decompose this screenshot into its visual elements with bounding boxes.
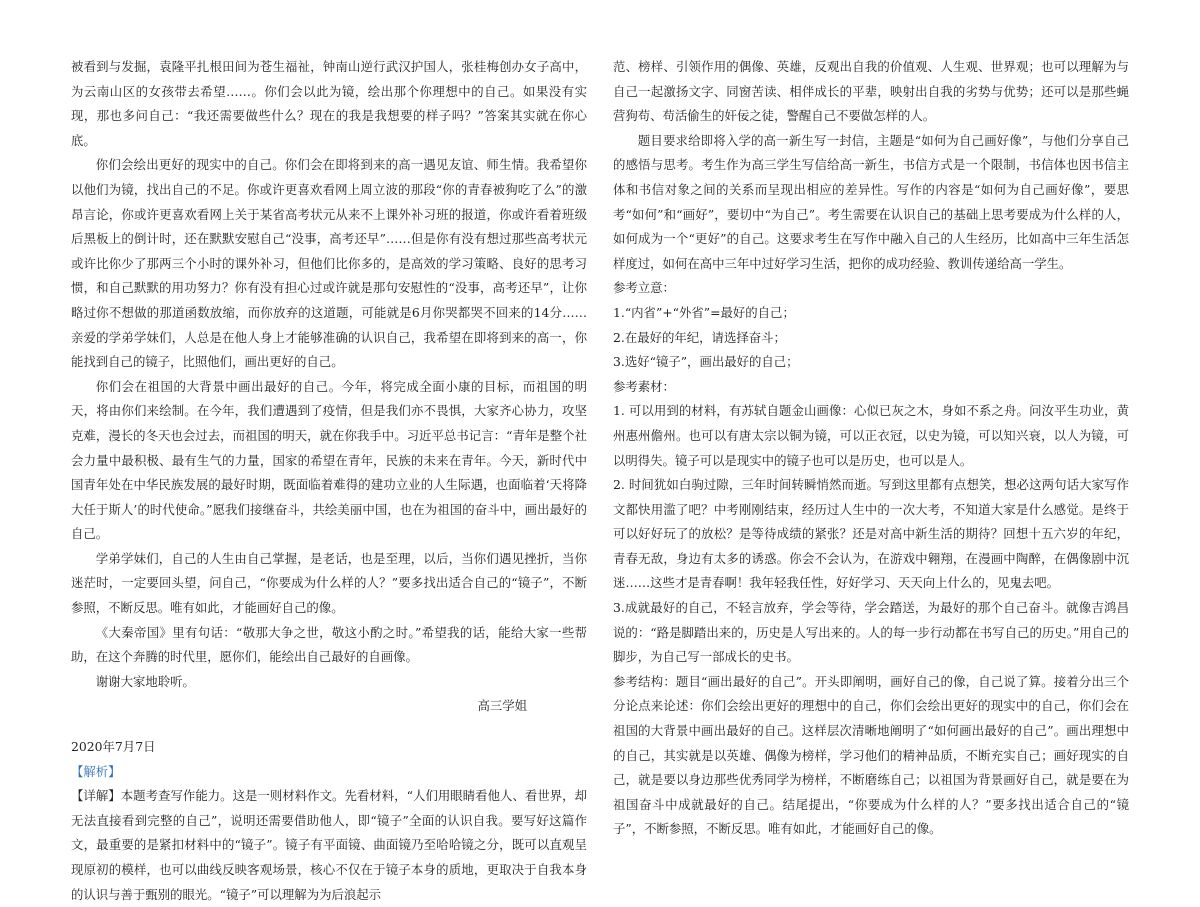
reference-materials-title: 参考素材： — [613, 378, 675, 394]
detail-paragraph — [71, 784, 587, 907]
material-2: 2. 时间犹如白驹过隙，三年时间转瞬悄然而逝。写到这里都有点想笑，想必这两句话大家写作文都快用滥了吧？中考刚刚结束，经历过人生中的一次大考，不知道大家是什么感觉。是终于可以好好玩了的放松？是等待成绩的紧张？还是对高中新生活的期待？回想十五六岁的年纪，青春无敌，身边有太多的诱惑。你会不会认为，在游戏中翱翔，在漫画中陶醉，在偶像剧中沉迷……这些才是青春啊！我年轻我任性，好好学习、天天向上什么的，见鬼去吧。 — [613, 477, 1129, 591]
paragraph-quote: 《大秦帝国》里有句话：“敬那大争之世，敬这小酌之时。”希望我的话，能给大家一些帮助，在这个奔腾的时代里，愿你们，能绘出自己最好的自画像。 — [71, 624, 587, 665]
material-3: 3.成就最好的自己，不轻言放弃，学会等待，学会踏送，为最好的那个自己奋斗。就像吉鸿昌说的：“路是脚踏出来的，历史是人写出来的。人的每一步行动都在书写自己的历史。”用自己的脚步，为自己写一部成长的史书。 — [613, 600, 1129, 665]
letter-date: 2020年7月7日 — [71, 739, 156, 755]
analysis-tag: 【解析】 — [71, 763, 121, 779]
reference-ideas-title: 参考立意： — [613, 280, 675, 296]
material-1: 1. 可以用到的材料，有苏轼自题金山画像：心似已灰之木，身如不系之舟。问汝平生功业，黄州惠州儋州。也可以有唐太宗以铜为镜，可以正衣冠，以史为镜，可以知兴衰，以人为镜，可以明得失。镜子可以是现实中的镜子也可以是历史，也可以是人。 — [613, 403, 1129, 468]
paragraph-task: 题目要求给即将入学的高一新生写一封信，主题是“如何为自己画好像”，与他们分享自己的感悟与思考。考生作为高三学生写信给高一新生，书信方式是一个限制，书信体也因书信主体和书信对象之间的关系而呈现出相应的差异性。写作的内容是“如何为自己画好像”，要思考“如何”和“画好”，要切中“为自己”。考生需要在认识自己的基础上思考要成为什么样的人，如何成为一个“更好”的自己。这要求考生在写作中融入自己的人生经历，比如高中三年生活怎样度过，如何在高中三年中过好学习生活，把你的成功经验、教训传递给高一学生。 — [613, 132, 1129, 271]
signature: 高三学姐 — [477, 698, 527, 714]
reference-idea-3: 3.选好“镜子”，画出最好的自己； — [613, 354, 799, 370]
right-column — [613, 55, 1129, 842]
left-column — [71, 55, 587, 907]
paragraph-thanks: 谢谢大家地聆听。 — [95, 673, 195, 689]
paragraph-real-self: 你们会绘出更好的现实中的自己。你们会在即将到来的高一遇见友谊、师生情。我希望你以他们为镜，找出自己的不足。你或许更喜欢看网上周立波的那段“你的青春被狗吃了么”的激昂言论，你或许更喜欢看网上关于某省高考状元从来不上课外补习班的报道，你或许看着班级后黑板上的倒计时，还在默默安慰自己“没事，高考还早”……但是你有没有想过那些高考状元或许比你少了那两三个小时的课外补习，但他们比你多的，是高效的学习策略、良好的思考习惯，和自己默默的用功努力？你有没有担心过或许就是那句安慰性的“没事，高考还早”，让你略过你不想做的那道函数放缩，而你放弃的这道题，可能就是6月你哭都哭不回来的14分……亲爱的学弟学妹们，人总是在他人身上才能够准确的认识自己，我希望在即将到来的高一，你能找到自己的镜子，比照他们，画出更好的自己。 — [71, 157, 587, 370]
paragraph-continued: 被看到与发掘，袁隆平扎根田间为苍生福祉，钟南山逆行武汉护国人，张桂梅创办女子高中，为云南山区的女孩带去希望……。你们会以此为镜，绘出那个你理想中的自己。如果没有实现，那也多问自己：“我还需要做些什么？现在的我是我想要的样子吗？”答案其实就在你心底。 — [71, 59, 587, 148]
paragraph-continued-right: 范、榜样、引领作用的偶像、英雄，反观出自我的价值观、人生观、世界观；也可以理解为与自己一起激扬文字、同窗苦读、相伴成长的平辈，映射出自我的劣势与优势；还可以是那些蝇营狗苟、苟活偷生的奸佞之徒，警醒自己不要做怎样的人。 — [613, 59, 1129, 124]
reference-structure: 参考结构：题目“画出最好的自己”。开头即阐明，画好自己的像，自己说了算。接着分出三个分论点来论述：你们会绘出更好的理想中的自己，你们会绘出更好的现实中的自己，你们会在祖国的大背景中画出最好的自己。这样层次清晰地阐明了“如何画出最好的自己”。画出理想中的自己，其实就是以英雄、偶像为榜样，学习他们的精神品质，不断充实自己；画好现实的自己，就是要以身边那些优秀同学为榜样，不断磨练自己；以祖国为背景画好自己，就是要在为祖国奋斗中成就最好的自己。结尾提出，“你要成为什么样的人？”要多找出适合自己的“镜子”，不断参照，不断反思。唯有如此，才能画好自己的像。 — [613, 673, 1129, 837]
paragraph-motherland: 你们会在祖国的大背景中画出最好的自己。今年，将完成全面小康的目标，而祖国的明天，将由你们来绘制。在今年，我们遭遇到了疫情，但是我们亦不畏惧，大家齐心协力，攻坚克难，漫长的冬天也会过去，而祖国的明天，就在你我手中。习近平总书记言：“青年是整个社会力量中最积极、最有生气的力量，国家的希望在青年，民族的未来在青年。今天，新时代中国青年处在中华民族发展的最好时期，既面临着难得的建功立业的人生际遇，也面临着‘天将降大任于斯人’的时代使命。”愿我们接继奋斗，共绘美丽中国，也在为祖国的奋斗中，画出最好的自己。 — [71, 378, 587, 542]
analysis-heading — [71, 760, 587, 785]
reference-idea-1: 1.“内省”+“外省”=最好的自己； — [613, 304, 795, 320]
detail-text: 本题考查写作能力。这是一则材料作文。先看材料，“人们用眼睛看他人、看世界，却无法直接看到完整的自己”，说明还需要借助他人，即“镜子”全面的认识自我。要写好这篇作文，最重要的是紧扣材料中的“镜子”。镜子有平面镜、曲面镜乃至哈哈镜之分，既可以直观呈现原初的模样，也可以曲线反映客观场景，核心不仅在于镜子本身的质地，更取决于自我本身的认识与善于甄别的眼光。“镜子”可以理解为为后浪起示 — [71, 788, 588, 902]
paragraph-advice: 学弟学妹们，自己的人生由自己掌握，是老话，也是至理，以后，当你们遇见挫折，当你迷茫时，一定要回头望，问自己，“你要成为什么样的人？”要多找出适合自己的“镜子”，不断参照，不断反思。唯有如此，才能画好自己的像。 — [71, 550, 587, 616]
detail-tag: 【详解】 — [71, 788, 121, 804]
reference-idea-2: 2.在最好的年纪，请选择奋斗； — [613, 329, 786, 345]
